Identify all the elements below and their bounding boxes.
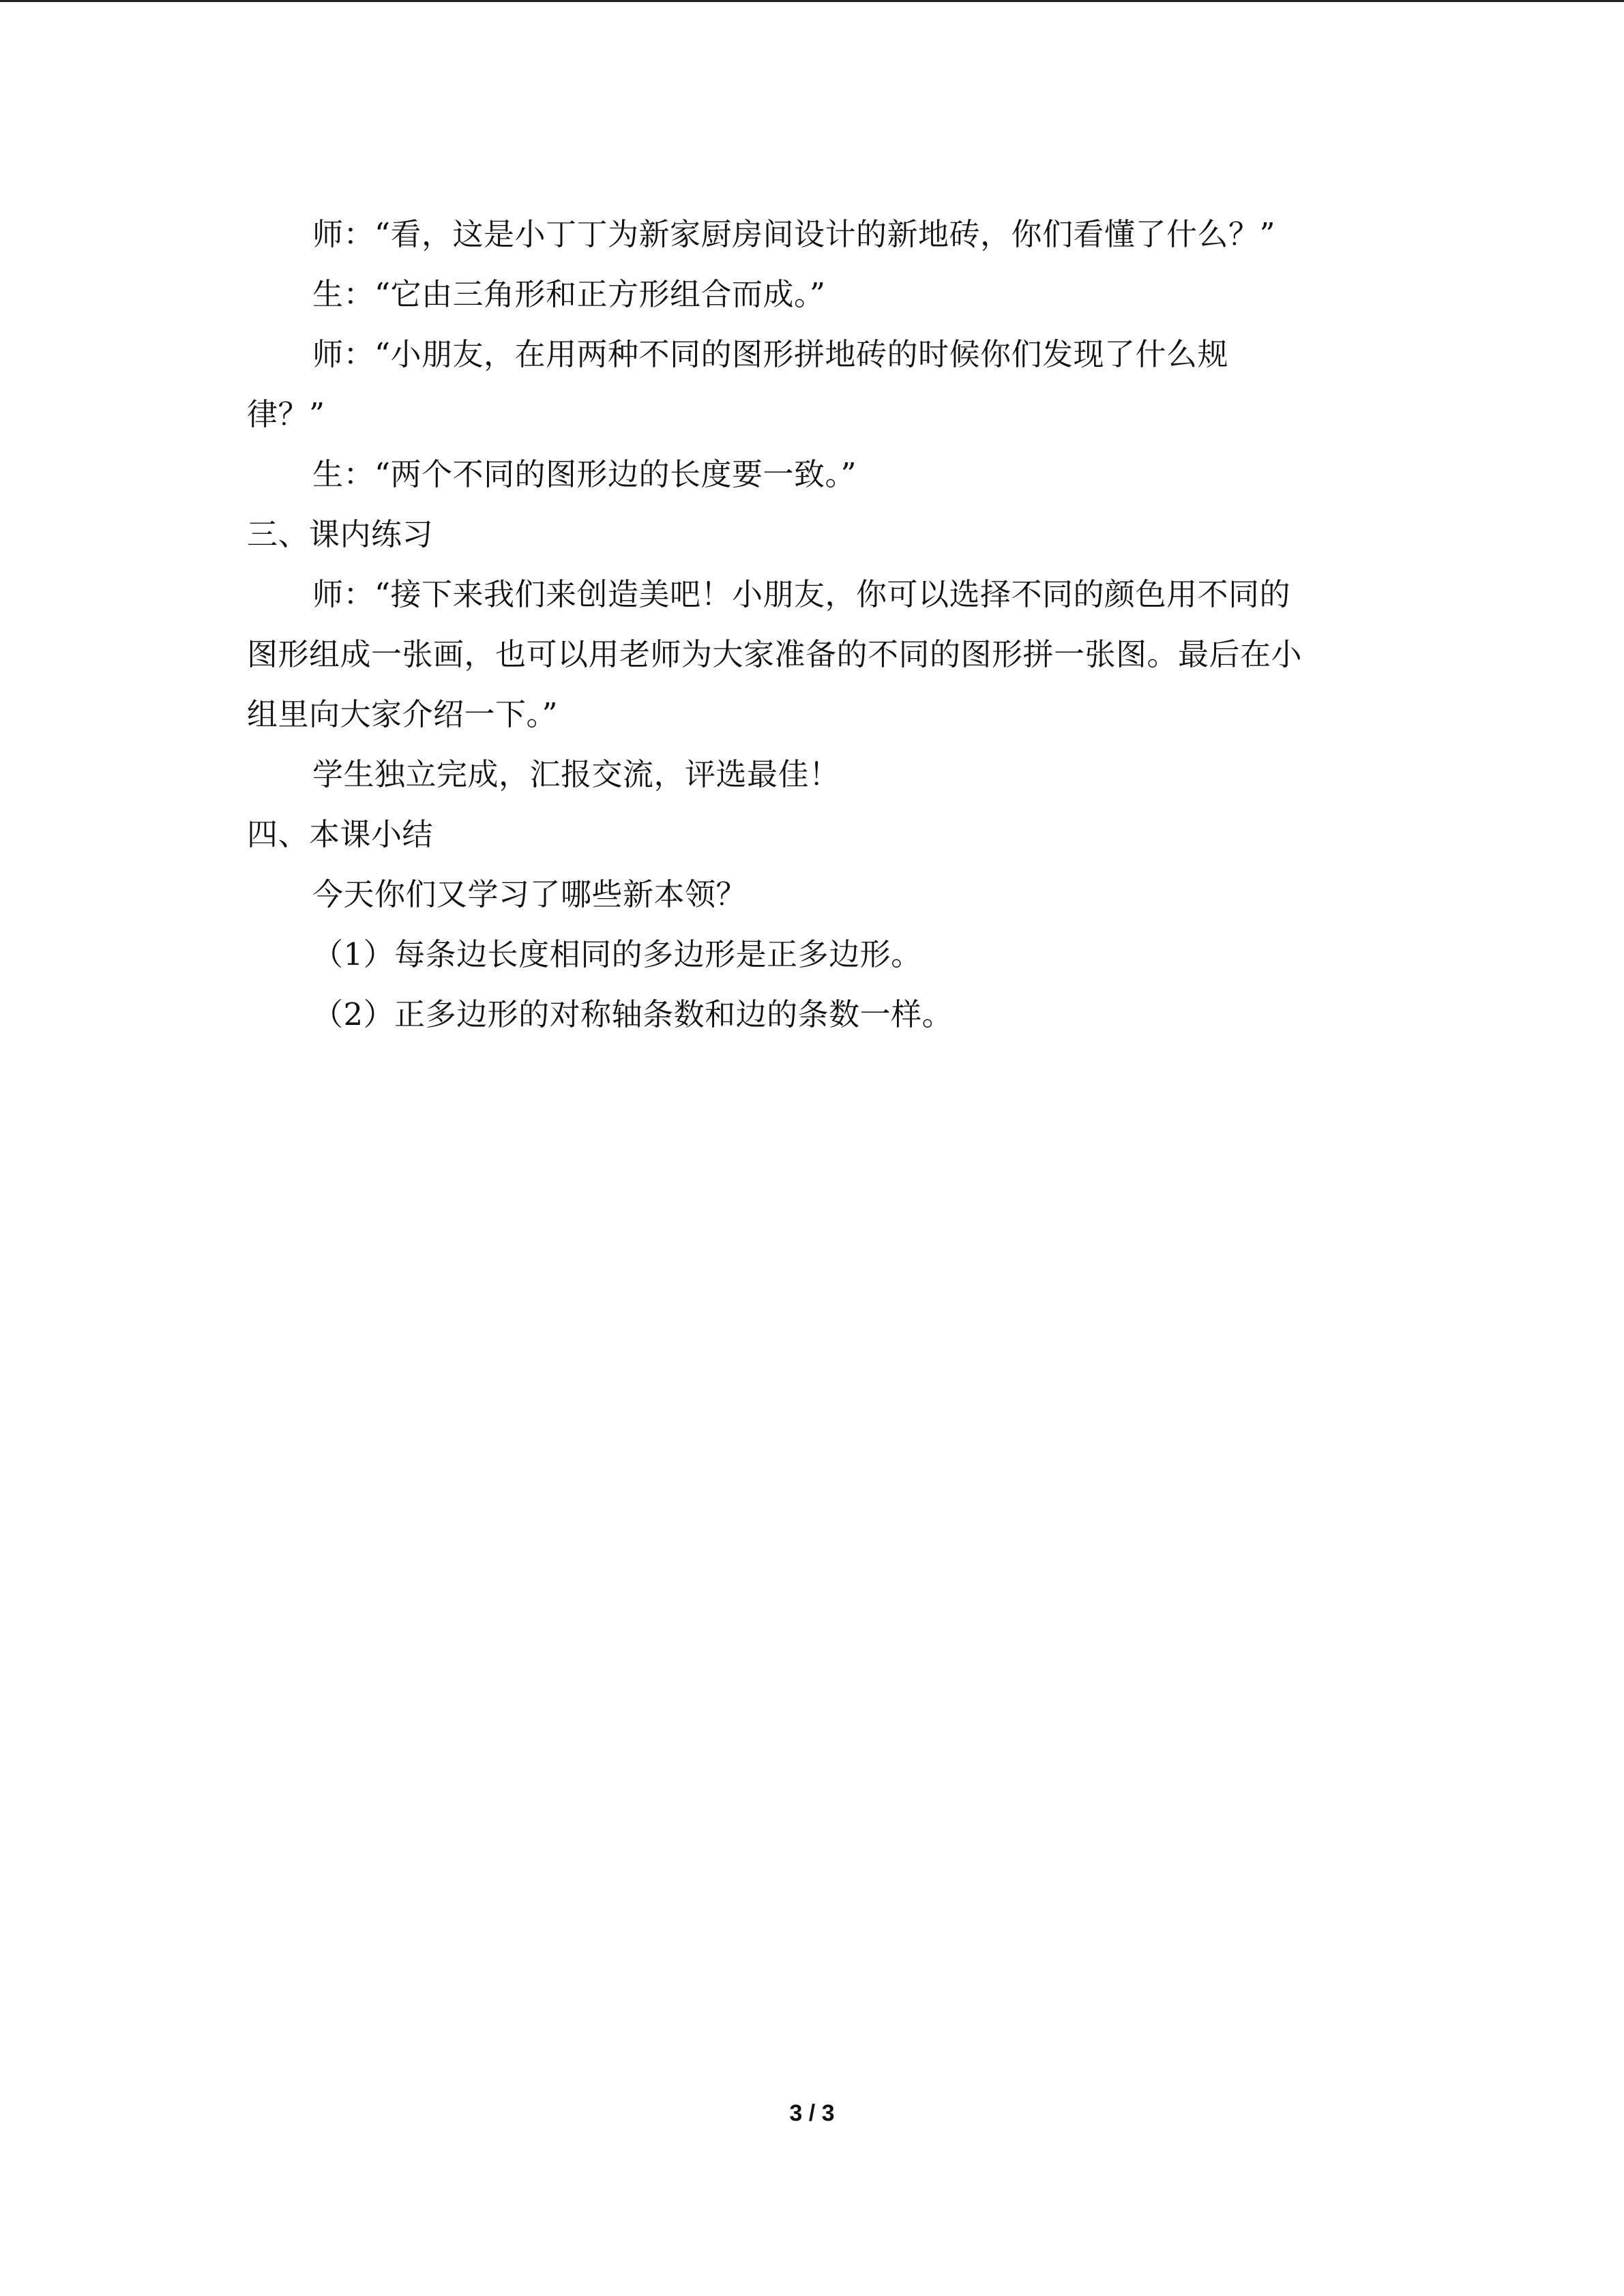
document-body xyxy=(247,205,1365,1045)
list-item: （1）每条边长度相同的多边形是正多边形。 xyxy=(312,936,922,972)
paragraph-line: 图形组成一张画，也可以用老师为大家准备的不同的图形拼一张图。最后在小 xyxy=(247,636,1303,672)
paragraph-line: 律？” xyxy=(247,396,325,432)
page-top-border xyxy=(0,0,1624,2)
paragraph-line: 今天你们又学习了哪些新本领？ xyxy=(312,876,748,912)
paragraph-line: 师：“看，这是小丁丁为新家厨房间设计的新地砖，你们看懂了什么？” xyxy=(312,216,1276,252)
section-heading: 四、本课小结 xyxy=(247,816,434,852)
paragraph-line: 生：“它由三角形和正方形组合而成。” xyxy=(312,276,826,312)
page-number: 3 / 3 xyxy=(789,2100,835,2126)
paragraph-line: 师：“接下来我们来创造美吧！小朋友，你可以选择不同的颜色用不同的 xyxy=(312,576,1291,612)
section-heading: 三、课内练习 xyxy=(247,516,434,552)
paragraph-line: 师：“小朋友，在用两种不同的图形拼地砖的时候你们发现了什么规 xyxy=(312,336,1229,372)
paragraph-line: 组里向大家介绍一下。” xyxy=(247,696,559,732)
list-item: （2）正多边形的对称轴条数和边的条数一样。 xyxy=(312,996,954,1032)
paragraph-line: 学生独立完成，汇报交流，评选最佳！ xyxy=(312,756,840,792)
paragraph-line: 生：“两个不同的图形边的长度要一致。” xyxy=(312,456,857,492)
